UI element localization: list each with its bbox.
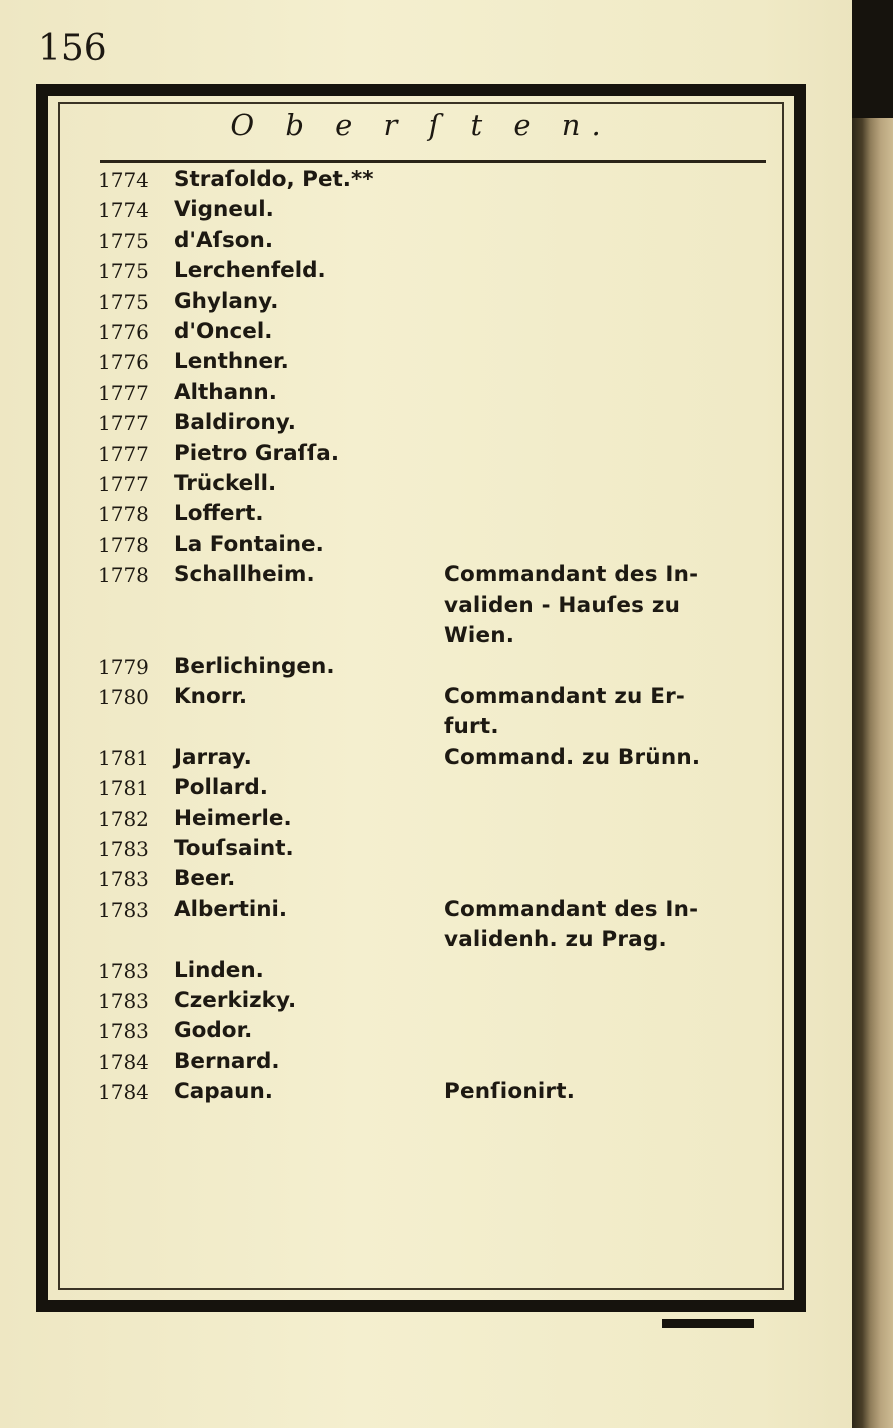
entry-name: d'Oncel. <box>174 319 273 345</box>
entry-year: 1777 <box>98 380 149 405</box>
list-item <box>98 439 778 469</box>
entry-year: 1780 <box>98 684 149 709</box>
entry-year: 1774 <box>98 198 149 223</box>
entry-name: Berlichingen. <box>174 653 335 679</box>
list-item <box>98 743 778 773</box>
entry-name: Albertini. <box>174 896 288 922</box>
list-item <box>98 864 778 894</box>
entry-name: Ghylany. <box>174 288 279 314</box>
list-item <box>98 682 778 743</box>
printed-bar-mark <box>662 1319 754 1328</box>
entry-year: 1778 <box>98 563 149 588</box>
entry-name: Schallheim. <box>174 562 315 588</box>
list-item <box>98 499 778 529</box>
heading-rule <box>100 160 766 163</box>
list-item <box>98 895 778 956</box>
list-item <box>98 956 778 986</box>
entry-name: La Fontaine. <box>174 531 324 557</box>
entry-name: Linden. <box>174 957 264 983</box>
entry-name: Lenthner. <box>174 349 289 375</box>
list-item <box>98 408 778 438</box>
entry-name: Althann. <box>174 379 277 405</box>
list-item <box>98 1077 778 1107</box>
entry-name: Pollard. <box>174 775 268 801</box>
entry-year: 1776 <box>98 350 149 375</box>
list-item <box>98 1016 778 1046</box>
entry-year: 1783 <box>98 836 149 861</box>
entry-year: 1783 <box>98 1019 149 1044</box>
entry-year: 1783 <box>98 867 149 892</box>
entry-name: d'Aſson. <box>174 227 274 253</box>
officer-list <box>98 165 778 1108</box>
entry-name: Jarray. <box>174 744 252 770</box>
entry-year: 1775 <box>98 289 149 314</box>
entry-year: 1774 <box>98 168 149 192</box>
entry-name: Vigneul. <box>174 197 274 223</box>
list-item <box>98 165 778 195</box>
entry-note: Command. zu Brünn. <box>444 744 701 770</box>
entry-name: Straſoldo, Pet.** <box>174 167 374 192</box>
list-item <box>98 317 778 347</box>
entry-name: Pietro Graſſa. <box>174 440 339 466</box>
entry-note: Penſionirt. <box>444 1079 576 1105</box>
entry-year: 1783 <box>98 897 149 922</box>
entry-note: Commandant des In- validenh. zu Prag. <box>444 896 699 953</box>
entry-name: Loffert. <box>174 501 264 527</box>
entry-year: 1775 <box>98 259 149 284</box>
list-item <box>98 195 778 225</box>
entry-name: Knorr. <box>174 683 248 709</box>
list-item <box>98 256 778 286</box>
list-item <box>98 804 778 834</box>
list-item <box>98 378 778 408</box>
entry-note: Commandant zu Er- furt. <box>444 683 686 740</box>
entry-year: 1783 <box>98 958 149 983</box>
list-item <box>98 226 778 256</box>
entry-name: Bernard. <box>174 1048 280 1074</box>
section-heading: O b e r ſ t e n. <box>230 108 612 142</box>
entry-year: 1776 <box>98 320 149 345</box>
list-item <box>98 834 778 864</box>
facing-page-edge <box>852 0 893 1428</box>
entry-year: 1783 <box>98 988 149 1013</box>
list-item <box>98 652 778 682</box>
entry-name: Czerkizky. <box>174 987 297 1013</box>
entry-year: 1777 <box>98 411 149 436</box>
list-item <box>98 530 778 560</box>
entry-year: 1779 <box>98 654 149 679</box>
list-item <box>98 560 778 651</box>
list-item <box>98 1047 778 1077</box>
entry-name: Heimerle. <box>174 805 292 831</box>
entry-note: Commandant des In- validen - Hauſes zu Wien. <box>444 562 699 649</box>
list-item <box>98 773 778 803</box>
entry-name: Beer. <box>174 866 236 892</box>
entry-year: 1781 <box>98 745 149 770</box>
list-item <box>98 986 778 1016</box>
entry-name: Godor. <box>174 1018 253 1044</box>
entry-year: 1775 <box>98 228 149 253</box>
entry-year: 1781 <box>98 776 149 801</box>
list-item <box>98 469 778 499</box>
entry-name: Baldirony. <box>174 410 296 436</box>
entry-year: 1777 <box>98 441 149 466</box>
entry-year: 1778 <box>98 532 149 557</box>
facing-page-dark-corner <box>852 0 893 118</box>
entry-year: 1782 <box>98 806 149 831</box>
entry-name: Capaun. <box>174 1079 273 1105</box>
list-item <box>98 287 778 317</box>
entry-name: Lerchenfeld. <box>174 258 326 284</box>
list-item <box>98 347 778 377</box>
entry-year: 1784 <box>98 1080 149 1105</box>
entry-name: Touſsaint. <box>174 835 294 861</box>
entry-year: 1784 <box>98 1049 149 1074</box>
entry-year: 1778 <box>98 502 149 527</box>
entry-name: Trückell. <box>174 471 277 497</box>
page-number: 156 <box>38 28 107 69</box>
entry-year: 1777 <box>98 472 149 497</box>
